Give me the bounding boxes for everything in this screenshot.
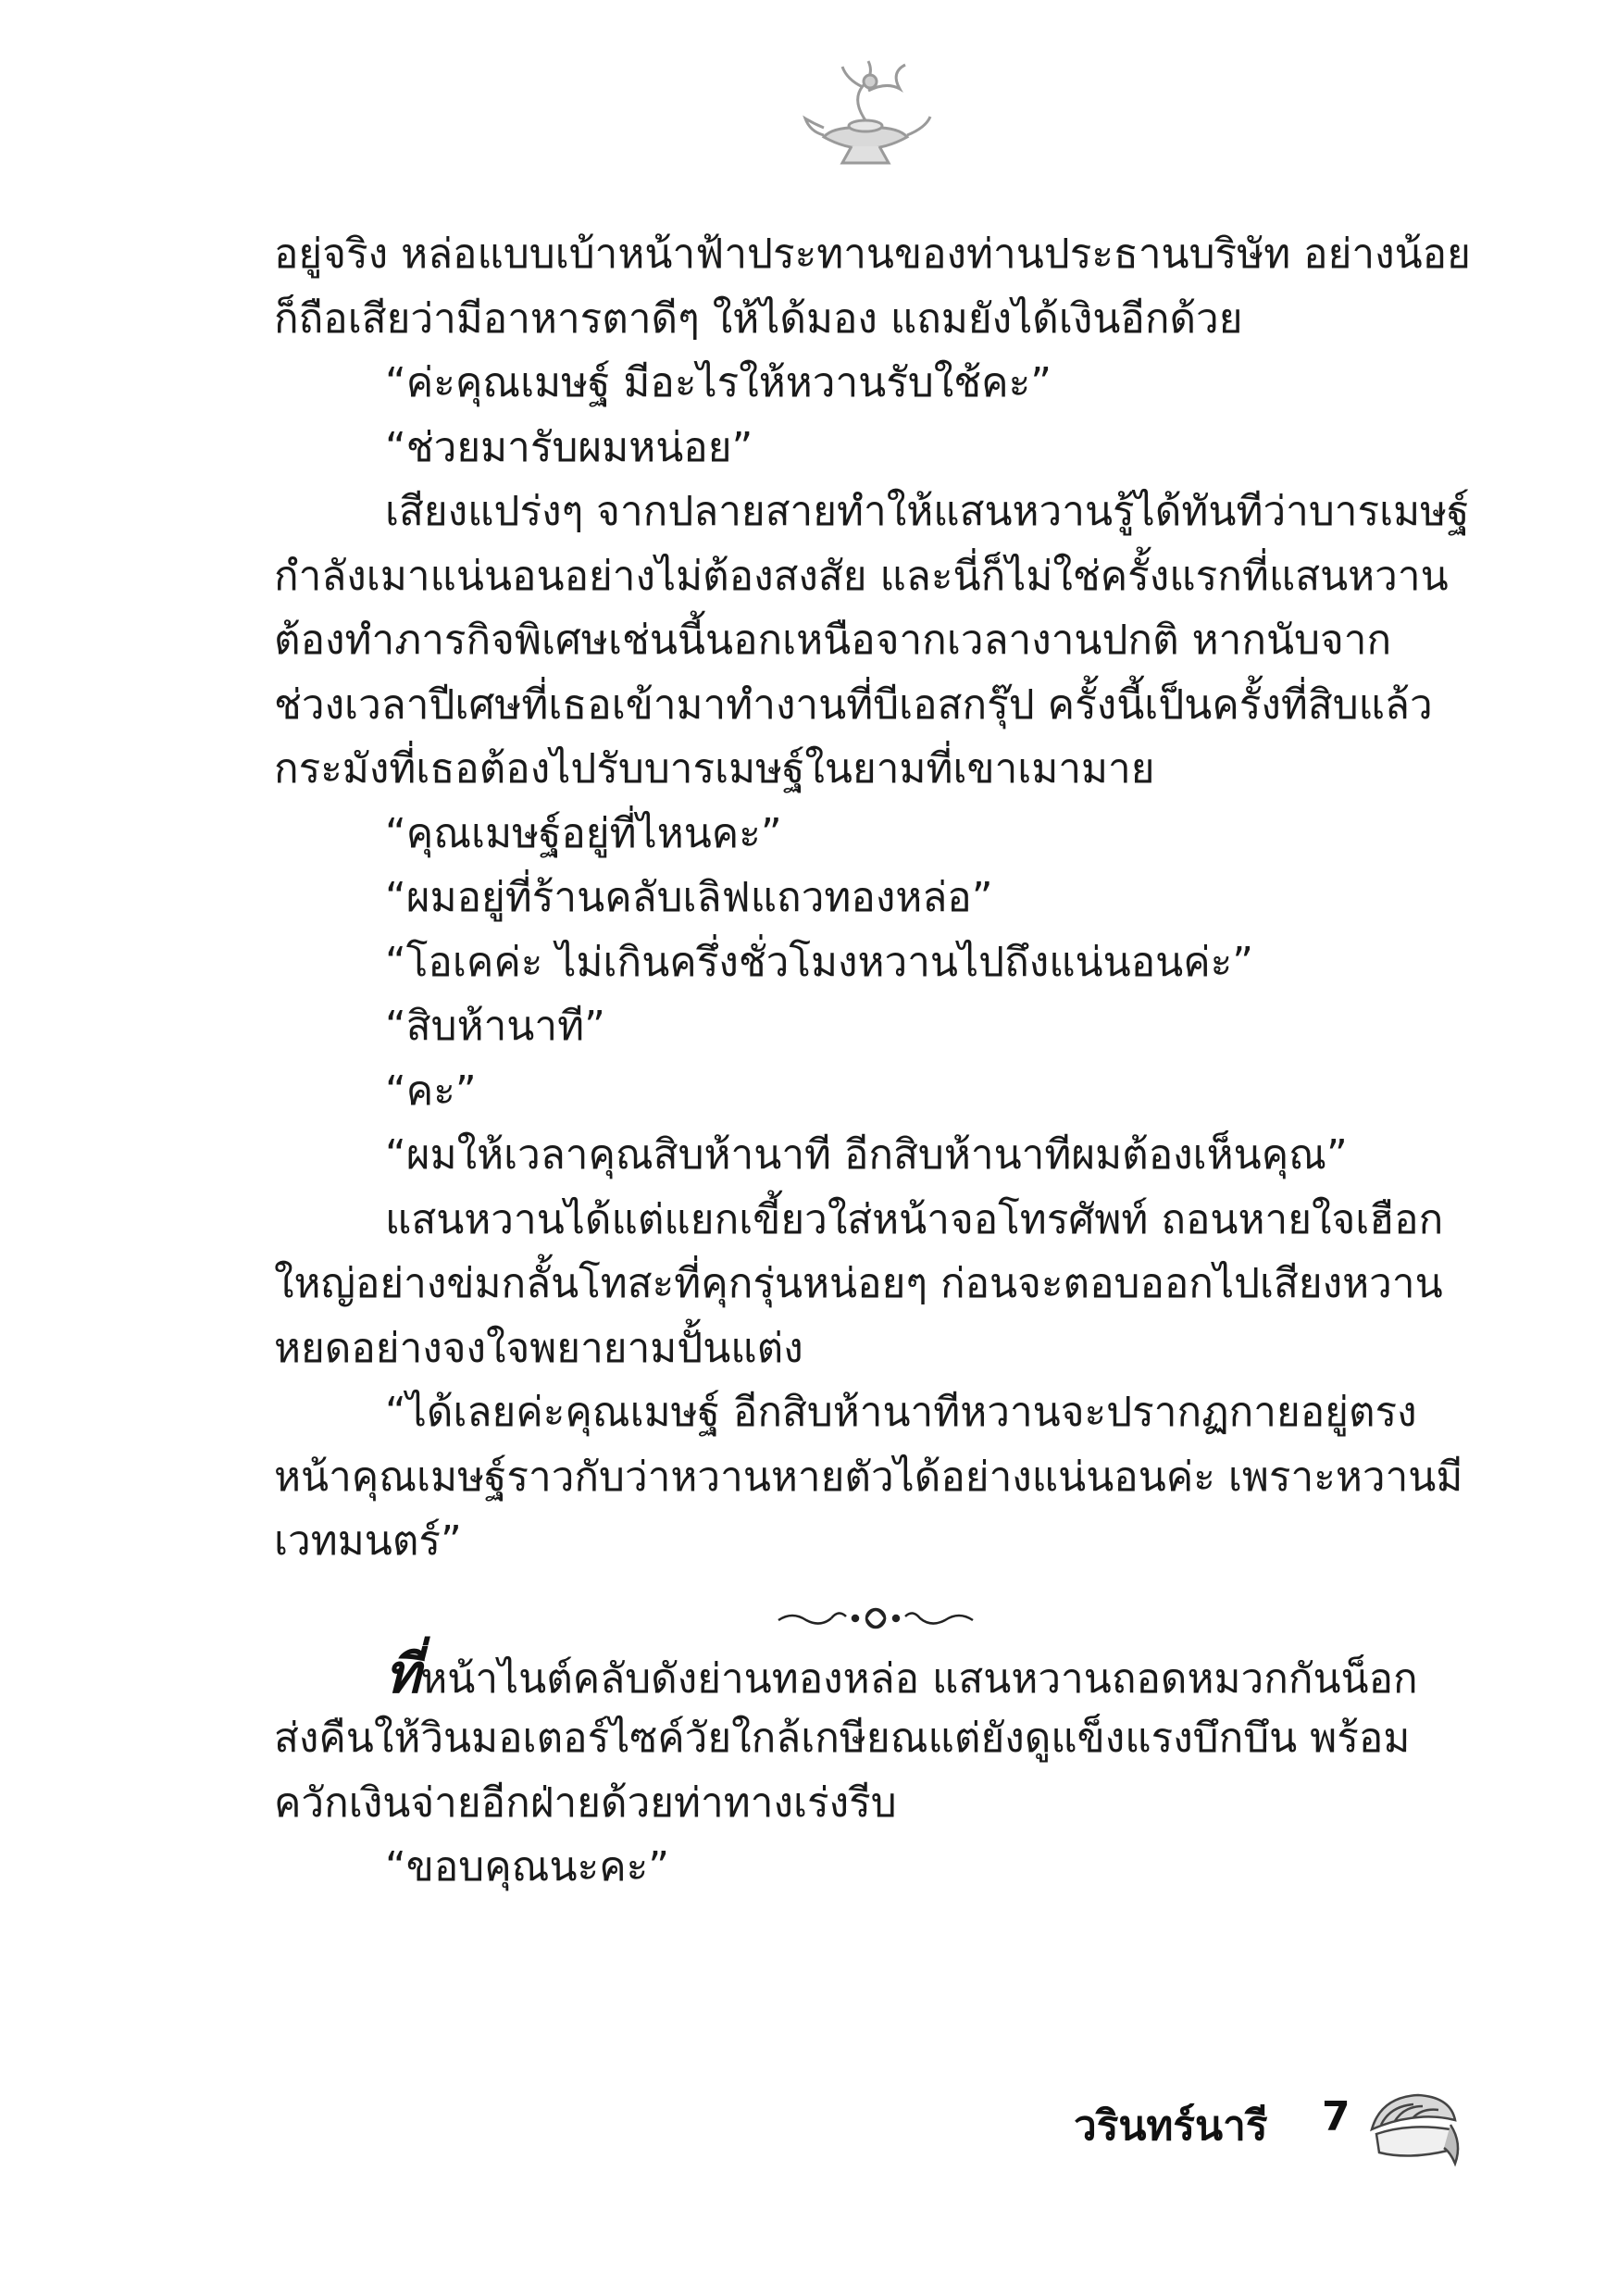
shrimp-sushi-icon: [1363, 2078, 1464, 2171]
text-line: ควักเงินจ่ายอีกฝ่ายด้วยท่าทางเร่งรีบ: [274, 1778, 897, 1827]
text-line: “โอเคค่ะ ไม่เกินครึ่งชั่วโมงหวานไปถึงแน่นอนค่ะ”: [385, 938, 1254, 986]
text-line: “ช่วยมารับผมหน่อย”: [385, 423, 753, 471]
section-divider: [274, 1574, 1477, 1642]
text-line: กำลังเมาแน่นอนอย่างไม่ต้องสงสัย และนี่ก็ไม่ใช่ครั้งแรกที่แสนหวาน: [274, 552, 1449, 600]
text-line: “คุณเมษฐ์อยู่ที่ไหนคะ”: [385, 809, 782, 857]
text-line: “สิบห้านาที”: [385, 1003, 605, 1050]
text-line: ส่งคืนให้วินมอเตอร์ไซค์วัยใกล้เกษียณแต่ยังดูแข็งแรงบึกบึน พร้อม: [274, 1715, 1411, 1762]
text-line: ต้องทำภารกิจพิเศษเช่นนี้นอกเหนือจากเวลางานปกติ หากนับจาก: [274, 617, 1392, 664]
body-text: [274, 222, 1477, 1900]
text-line: “คะ”: [385, 1067, 477, 1115]
text-line: หน้าคุณเมษฐ์ราวกับว่าหวานหายตัวได้อย่างแน่นอนค่ะ เพราะหวานมี: [274, 1453, 1463, 1501]
book-title: วรินทร์นารี: [1074, 2103, 1268, 2150]
text-line: อยู่จริง หล่อแบบเบ้าหน้าฟ้าประทานของท่านประธานบริษัท อย่างน้อย: [274, 231, 1471, 278]
text-line: “ค่ะคุณเมษฐ์ มีอะไรให้หวานรับใช้คะ”: [385, 359, 1052, 406]
text-line: หยดอย่างจงใจพยายามปั้นแต่ง: [274, 1324, 803, 1372]
text-line: ช่วงเวลาปีเศษที่เธอเข้ามาทำงานที่บีเอสกรุ๊ป ครั้งนี้เป็นครั้งที่สิบแล้ว: [274, 680, 1433, 729]
text-line: “ผมอยู่ที่ร้านคลับเลิฟแถวทองหล่อ”: [385, 874, 993, 921]
text-line: ก็ถือเสียว่ามีอาหารตาดีๆ ให้ได้มอง แถมยังได้เงินอีกด้วย: [274, 294, 1243, 343]
text-line: เสียงแปร่งๆ จากปลายสายทำให้แสนหวานรู้ได้ทันทีว่าบารเมษฐ์: [385, 488, 1470, 535]
flourish-ornament-icon: [774, 1600, 977, 1637]
text-line: หน้าไนต์คลับดังย่านทองหล่อ แสนหวานถอดหมวกกันน็อก: [420, 1654, 1418, 1703]
text-line: แสนหวานได้แต่แยกเขี้ยวใส่หน้าจอโทรศัพท์ ถอนหายใจเฮือก: [385, 1195, 1444, 1243]
text-line: “ผมให้เวลาคุณสิบห้านาที อีกสิบห้านาทีผมต้องเห็นคุณ”: [385, 1131, 1348, 1179]
text-line: ใหญ่อย่างข่มกลั้นโทสะที่คุกรุ่นหน่อยๆ ก่อนจะตอบออกไปเสียงหวาน: [274, 1260, 1443, 1307]
genie-lamp-icon: [796, 54, 935, 174]
text-line-dropcap: [274, 1642, 1477, 1707]
drop-cap: ที่: [385, 1641, 421, 1705]
text-line: “ขอบคุณนะคะ”: [385, 1843, 670, 1890]
text-line: กระมังที่เธอต้องไปรับบารเมษฐ์ในยามที่เขาเมามาย: [274, 745, 1155, 792]
text-line: เวทมนตร์”: [274, 1517, 462, 1565]
text-line: “ได้เลยค่ะคุณเมษฐ์ อีกสิบห้านาทีหวานจะปรากฏกายอยู่ตรง: [385, 1389, 1417, 1436]
page-number: 7: [1322, 2093, 1350, 2140]
page-footer: [1018, 2078, 1462, 2180]
